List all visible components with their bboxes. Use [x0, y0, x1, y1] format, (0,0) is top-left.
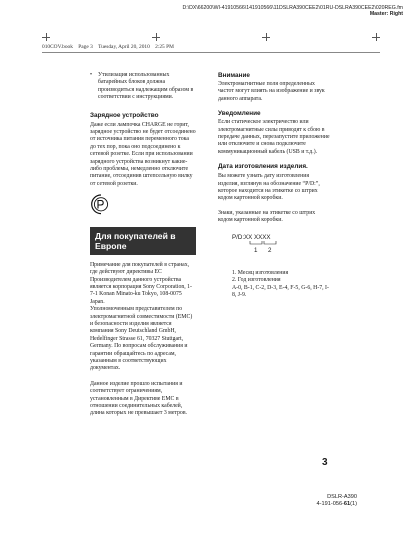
date-code-diagram: [232, 234, 330, 256]
warning-text: Электромагнитные поля определенных частот могут влиять на изображение и звук данного аппарата.: [218, 81, 325, 102]
charger-heading: Зарядное устройство: [90, 111, 159, 119]
bullet-icon: •: [90, 72, 93, 78]
barcode-label-text: Знаки, указанные на этикетке со штрих кодом картонной коробки.: [218, 209, 316, 224]
crop-mark: [152, 33, 160, 41]
model-info: [317, 494, 357, 508]
model-code-suffix: (1): [350, 501, 357, 507]
master-label: Master: Right: [369, 11, 403, 17]
europe-text-1: Примечание для покупателей в странах, где действуют директивы ЕС Производителем данного устройства является корпорация Sony Corporation, 1-7-1 Konan Minato-ku Tokyo, 108-0075 Japan.: [90, 261, 192, 305]
model-name: DSLR-A390: [327, 494, 357, 500]
date-list-1: 1. Месяц изготовления: [232, 269, 289, 276]
model-code: [317, 501, 357, 508]
battery-disposal-text: Утилизация использованных батарейных блоков должна производиться надлежащим образом в соответствии с инструкциями.: [98, 72, 194, 101]
notice-text: Если статическое электричество или электромагнитные силы приводят к сбою в передаче данных, перезапустите приложение или отключите и снова подключите коммуникационный кабель (USB и т.д.).: [218, 119, 330, 155]
crop-mark: [262, 33, 270, 41]
date-code-num-2: 2: [268, 246, 272, 254]
file-time: 2:25 PM: [155, 44, 174, 50]
model-code-bold: 61: [343, 501, 351, 507]
europe-text-3: Данное изделие прошло испытания и соответствует ограничениям, установленным в Директиве EMC в отношении соединительных кабелей, длина которых не превышает 3 метров.: [90, 380, 188, 417]
left-column: [90, 72, 196, 418]
file-name: 010COV.book: [42, 44, 73, 50]
header-rule: [42, 52, 380, 53]
page-number: 3: [322, 457, 328, 468]
warning-heading: Внимание: [218, 72, 250, 79]
model-code-prefix: 4-191-056-: [316, 501, 344, 507]
crop-mark: [372, 33, 380, 41]
pct-mark-icon: [90, 193, 118, 215]
crop-mark: [42, 33, 50, 41]
crop-marks: [42, 33, 380, 43]
charger-text: Даже если лампочка CHARGE не горит, зарядное устройство не будет отсоединено от источника питания переменного тока до тех пор, пока оно подсоединено к сетевой розетке. Если при использовании зарядного устройства возникнут какие-либо проблемы, немедленно отключите питание, отсоединив штепсельную вилку от сетевой розетки.: [90, 121, 196, 187]
file-info-line: [42, 44, 178, 50]
date-code-num-1: 1: [254, 246, 258, 254]
date-code-brackets: [232, 240, 292, 250]
europe-banner: Для покупателей в Европе: [90, 227, 196, 255]
pct-mark: [90, 193, 196, 218]
file-page: Page 3: [78, 44, 93, 50]
manufacture-date-heading: Дата изготовления изделия.: [218, 163, 308, 171]
header-path: D:\DX\66200\WI-41910566\141910566\11DSLRA390CEE2\01RU-DSLRA390CEE2\020REG.fm: [182, 5, 403, 11]
right-column: [218, 72, 330, 299]
manufacture-date-text: Вы можете узнать дату изготовления изделия, взглянув на обозначение “P/D:”, которое находится на этикетке со штрих кодом картонной коробки.: [218, 173, 320, 202]
file-day: Tuesday, April 20, 2010: [98, 44, 150, 50]
date-code: P/D:XX XXXX: [232, 233, 271, 241]
europe-text-2: Уполномоченным представителем по электромагнитной совместимости (EMC) и безопасности изделия является компания Sony Deutschland GmbH, Hedelfinger Strasse 61, 70327 Stuttgart, Germany. По вопросам обслуживания и гарантии обращайтесь по адресам, указанным в соответствующих документах.: [90, 306, 193, 372]
date-list-3: A-0, B-1, C-2, D-3, E-4, F-5, G-6, H-7, I-8, J-9.: [232, 284, 329, 298]
date-list-2: 2. Год изготовления: [232, 277, 281, 284]
notice-heading: Уведомление: [218, 110, 261, 118]
battery-disposal-item: [90, 72, 196, 102]
